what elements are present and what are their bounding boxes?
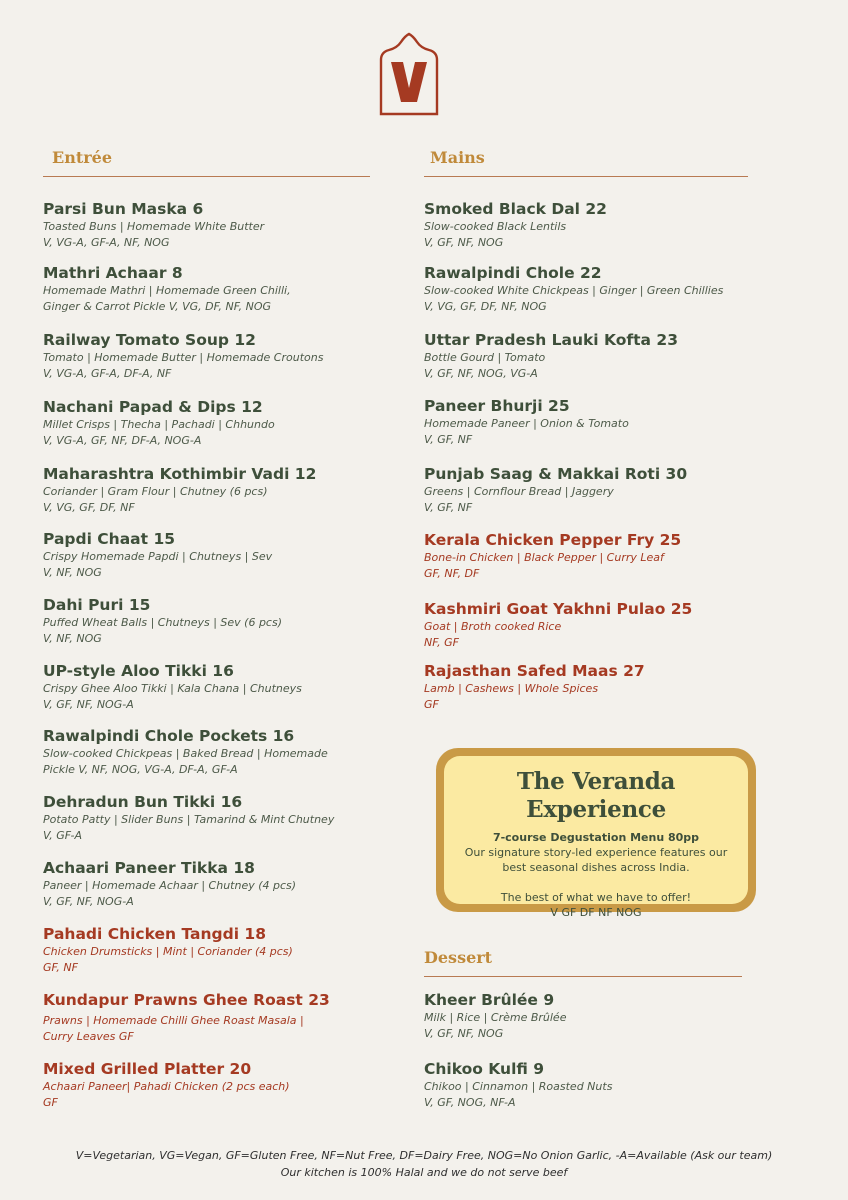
item-desc: Prawns | Homemade Chilli Ghee Roast Masala | [43,1014,304,1027]
item-desc: Slow-cooked White Chickpeas | Ginger | Green Chillies [424,284,724,297]
menu-item [424,330,784,382]
experience-title: The Veranda Experience [516,768,676,823]
item-desc: Potato Patty | Slider Buns | Tamarind & Mint Chutney [43,813,335,826]
item-tags: GF, NF, DF [424,567,480,580]
item-name: Rawalpindi Chole 22 [424,264,602,282]
menu-item [43,792,403,844]
item-name: Kheer Brûlée 9 [424,991,555,1009]
item-tags: V, GF, NF [424,501,473,514]
menu-item [43,1059,403,1111]
menu-item [424,599,784,651]
arch-logo-icon [377,32,441,116]
item-tags: V, VG, GF, DF, NF, NOG [424,300,547,313]
item-desc: Millet Crisps | Thecha | Pachadi | Chhundo [43,418,275,431]
item-desc: Homemade Mathri | Homemade Green Chilli, [43,284,291,297]
menu-item [43,529,403,581]
menu-item [43,397,403,449]
mains-rule [424,176,748,177]
item-desc: Bottle Gourd | Tomato [424,351,546,364]
item-desc: Bone-in Chicken | Black Pepper | Curry Leaf [424,551,664,564]
item-desc: Crispy Ghee Aloo Tikki | Kala Chana | Chutneys [43,682,302,695]
menu-item [43,661,403,713]
item-name: Kashmiri Goat Yakhni Pulao 25 [424,600,693,618]
item-name: Papdi Chaat 15 [43,530,176,548]
item-tags: Pickle V, NF, NOG, VG-A, DF-A, GF-A [43,763,238,776]
menu-item [43,263,403,315]
item-name: Kundapur Prawns Ghee Roast 23 [43,991,330,1009]
item-desc: Slow-cooked Chickpeas | Baked Bread | Homemade [43,747,328,760]
item-name: Dahi Puri 15 [43,596,151,614]
item-desc: Paneer | Homemade Achaar | Chutney (4 pcs) [43,879,297,892]
item-tags: NF, GF [424,636,459,649]
item-tags: V, VG-A, GF, NF, DF-A, NOG-A [43,434,202,447]
experience-tags: V GF DF NF NOG [550,906,642,919]
item-name: Rawalpindi Chole Pockets 16 [43,727,295,745]
item-desc: Achaari Paneer| Pahadi Chicken (2 pcs each) [43,1080,290,1093]
item-tags: V, GF, NF, NOG, VG-A [424,367,538,380]
menu-item [43,199,403,251]
item-name: Nachani Papad & Dips 12 [43,398,263,416]
veranda-experience-box [436,748,756,919]
item-name: Punjab Saag & Makkai Roti 30 [424,465,688,483]
mains-title: Mains [430,148,485,167]
item-name: Railway Tomato Soup 12 [43,331,256,349]
item-desc: Lamb | Cashews | Whole Spices [424,682,599,695]
item-tags: V, NF, NOG [43,566,102,579]
menu-item [424,263,784,315]
menu-item [424,464,784,516]
experience-line: best seasonal dishes across India. [502,861,690,874]
item-desc: Chikoo | Cinnamon | Roasted Nuts [424,1080,613,1093]
dessert-rule [424,976,742,977]
item-tags: V, GF, NF, NOG [424,236,504,249]
item-name: Rajasthan Safed Maas 27 [424,662,645,680]
item-name: Parsi Bun Maska 6 [43,200,204,218]
menu-item [43,990,403,1045]
item-name: Maharashtra Kothimbir Vadi 12 [43,465,317,483]
item-tags: V, GF, NF, NOG-A [43,698,134,711]
item-tags: V, VG-A, GF-A, NF, NOG [43,236,170,249]
item-desc: Puffed Wheat Balls | Chutneys | Sev (6 pcs) [43,616,282,629]
item-name: Smoked Black Dal 22 [424,200,607,218]
menu-item [424,396,784,448]
menu-item [43,464,403,516]
item-tags: GF, NF [43,961,78,974]
item-name: Chikoo Kulfi 9 [424,1060,545,1078]
item-tags: V, NF, NOG [43,632,102,645]
item-desc: Greens | Cornflour Bread | Jaggery [424,485,614,498]
item-name: Pahadi Chicken Tangdi 18 [43,925,266,943]
item-desc: Homemade Paneer | Onion & Tomato [424,417,629,430]
item-tags: Curry Leaves GF [43,1030,134,1043]
experience-line: Our signature story-led experience features our [464,846,728,859]
item-tags: V, GF, NOG, NF-A [424,1096,516,1109]
veranda-experience-inner [444,756,748,919]
menu-item [43,330,403,382]
dietary-legend: V=Vegetarian, VG=Vegan, GF=Gluten Free, NF=Nut Free, DF=Dairy Free, NOG=No Onion Garlic, -A=Available (Ask our team) [75,1149,773,1162]
menu-item [43,595,403,647]
item-tags: V, GF, NF, NOG-A [43,895,134,908]
entree-rule [43,176,370,177]
item-tags: V, GF, NF [424,433,473,446]
item-tags: V, GF-A [43,829,82,842]
item-name: Kerala Chicken Pepper Fry 25 [424,531,682,549]
item-desc: Tomato | Homemade Butter | Homemade Croutons [43,351,324,364]
menu-item [424,530,784,582]
footer [0,1147,848,1181]
item-tags: Ginger & Carrot Pickle V, VG, DF, NF, NOG [43,300,272,313]
item-name: Uttar Pradesh Lauki Kofta 23 [424,331,678,349]
item-name: Dehradun Bun Tikki 16 [43,793,243,811]
item-tags: V, VG-A, GF-A, DF-A, NF [43,367,172,380]
item-name: Mathri Achaar 8 [43,264,183,282]
halal-note: Our kitchen is 100% Halal and we do not serve beef [280,1166,568,1179]
item-tags: V, GF, NF, NOG [424,1027,504,1040]
item-tags: V, VG, GF, DF, NF [43,501,135,514]
item-desc: Crispy Homemade Papdi | Chutneys | Sev [43,550,273,563]
item-name: Mixed Grilled Platter 20 [43,1060,252,1078]
menu-item [424,1059,784,1111]
item-desc: Milk | Rice | Crème Brûlée [424,1011,567,1024]
menu-item [43,858,403,910]
item-tags: GF [424,698,439,711]
menu-item [424,990,784,1042]
item-name: Paneer Bhurji 25 [424,397,570,415]
dessert-title: Dessert [424,948,493,967]
item-desc: Chicken Drumsticks | Mint | Coriander (4 pcs) [43,945,293,958]
entree-title: Entrée [52,148,113,167]
experience-line: The best of what we have to offer! [500,891,692,904]
item-desc: Coriander | Gram Flour | Chutney (6 pcs) [43,485,268,498]
experience-subtitle: 7-course Degustation Menu 80pp [492,831,700,844]
menu-item [43,726,403,778]
item-tags: GF [43,1096,58,1109]
menu-item [43,924,403,976]
item-desc: Toasted Buns | Homemade White Butter [43,220,265,233]
item-name: Achaari Paneer Tikka 18 [43,859,255,877]
menu-item [424,661,784,713]
item-desc: Goat | Broth cooked Rice [424,620,562,633]
item-name: UP-style Aloo Tikki 16 [43,662,234,680]
item-desc: Slow-cooked Black Lentils [424,220,567,233]
menu-item [424,199,784,251]
